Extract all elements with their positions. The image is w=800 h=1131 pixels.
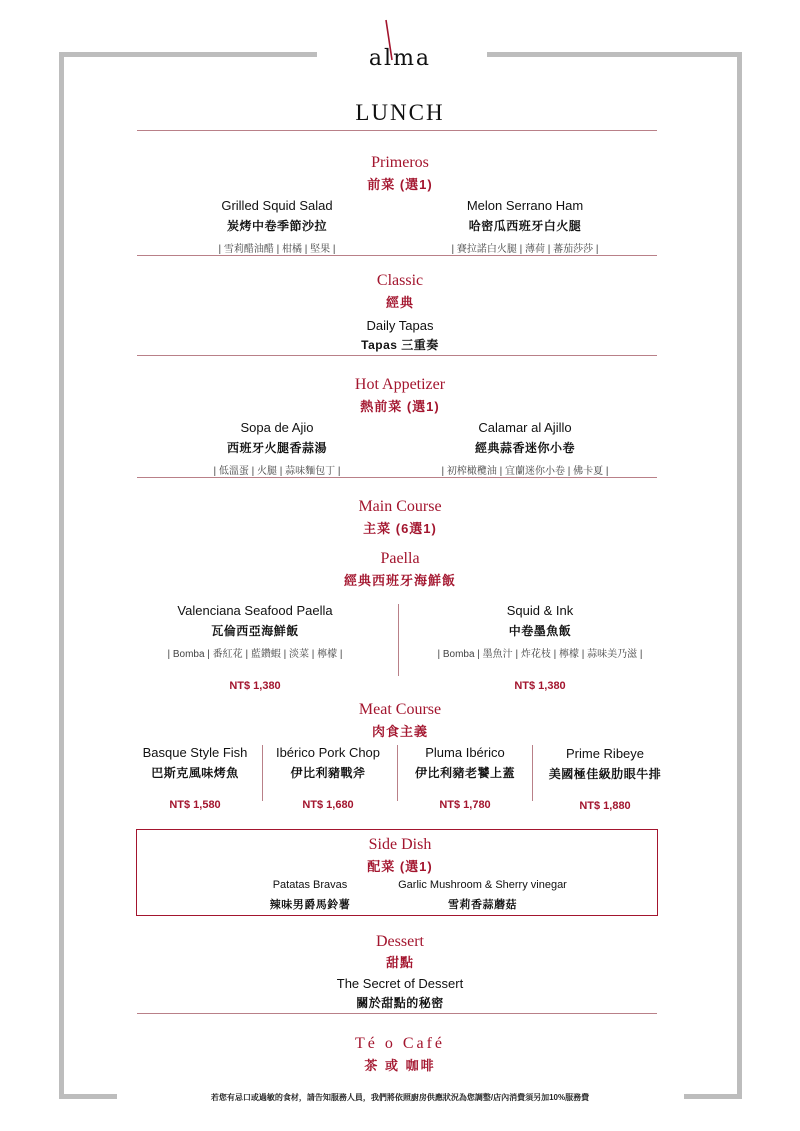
- dish-basque-fish: [130, 745, 260, 811]
- dish-prime-ribeye: [535, 746, 675, 812]
- dish-ingredients: | Bomba | 墨魚汁 | 炸花枝 | 檸檬 | 蒜味美乃滋 |: [437, 649, 643, 660]
- dish-name-zh: 哈密瓜西班牙白火腿: [468, 219, 582, 233]
- title-rule: [137, 130, 657, 131]
- dish-name: Ibérico Pork Chop: [275, 745, 381, 760]
- dish-name: Basque Style Fish: [142, 745, 248, 760]
- hot-heading: Hot Appetizer: [354, 376, 446, 393]
- dish-name: Patatas Bravas: [272, 879, 348, 891]
- paella-heading-zh: 經典西班牙海鮮飯: [343, 573, 456, 588]
- primeros-heading: Primeros: [371, 154, 429, 171]
- dish-name: Pluma Ibérico: [425, 745, 505, 760]
- main-heading-zh: 主菜 (6選1): [363, 521, 437, 536]
- dish-calamar: [415, 420, 635, 477]
- primeros-rule: [137, 255, 657, 256]
- paella-heading: Paella: [380, 550, 420, 567]
- meat-heading: Meat Course: [358, 701, 442, 718]
- dish-name: Garlic Mushroom & Sherry vinegar: [398, 879, 567, 891]
- side-heading-zh: 配菜 (選1): [367, 859, 433, 874]
- dish-name-zh: 雪莉香蒜蘑菇: [448, 899, 517, 911]
- frame-bottom-left: [59, 1094, 117, 1099]
- dish-name-zh: 美國極佳級肋眼牛排: [548, 767, 662, 781]
- meat-heading-zh: 肉食主義: [371, 724, 428, 739]
- meat-divider-2: [397, 745, 398, 801]
- logo-text: alma: [368, 46, 432, 71]
- dish-price: NT$ 1,780: [439, 799, 491, 811]
- dish-sopa-de-ajio: [177, 420, 377, 477]
- dish-name-zh: 中卷墨魚飯: [508, 624, 572, 638]
- frame-top-left: [59, 52, 317, 57]
- dish-name: Squid & Ink: [506, 603, 574, 618]
- coffee-heading: Té o Café: [354, 1035, 446, 1052]
- side-heading: Side Dish: [368, 836, 432, 853]
- dish-ingredients: | 雪莉醋油醋 | 柑橘 | 堅果 |: [218, 244, 336, 255]
- dish-name: Calamar al Ajillo: [478, 420, 572, 435]
- coffee-heading-zh: 茶 或 咖啡: [364, 1058, 436, 1073]
- dish-name: Valenciana Seafood Paella: [177, 603, 333, 618]
- frame-bottom-right: [684, 1094, 742, 1099]
- dish-ingredients: | Bomba | 番紅花 | 藍鑽蝦 | 淡菜 | 檸檬 |: [167, 649, 343, 660]
- dish-garlic-mushroom: [385, 879, 580, 912]
- dish-name-zh: 巴斯克風味烤魚: [151, 766, 239, 780]
- hot-heading-zh: 熱前菜 (選1): [360, 399, 440, 414]
- dessert-heading-zh: 甜點: [385, 955, 414, 970]
- dish-daily-tapas-zh: Tapas 三重奏: [361, 338, 439, 352]
- main-heading: Main Course: [358, 498, 442, 515]
- dish-patatas-bravas: [240, 879, 380, 912]
- dish-name-zh: 瓦倫西亞海鮮飯: [211, 624, 299, 638]
- dish-name: Melon Serrano Ham: [466, 198, 584, 213]
- classic-heading: Classic: [376, 272, 424, 289]
- dish-squid-ink: [425, 603, 655, 692]
- dish-secret-dessert: The Secret of Dessert: [336, 976, 464, 991]
- classic-heading-zh: 經典: [385, 295, 414, 310]
- dish-name-zh: 辣味男爵馬鈴薯: [269, 899, 351, 911]
- dish-melon-ham: [420, 198, 630, 255]
- frame-top-right: [487, 52, 742, 57]
- dish-grilled-squid: [177, 198, 377, 255]
- page-title: LUNCH: [355, 100, 445, 125]
- hot-rule: [137, 477, 657, 478]
- meat-divider-3: [532, 745, 533, 801]
- dish-price: NT$ 1,580: [169, 799, 221, 811]
- dish-ingredients: | 低溫蛋 | 火腿 | 蒜味麵包丁 |: [213, 466, 341, 477]
- dish-price: NT$ 1,380: [514, 680, 566, 692]
- dish-name-zh: 經典蒜香迷你小卷: [474, 441, 575, 455]
- dish-name-zh: 伊比利豬戰斧: [290, 766, 366, 780]
- dish-price: NT$ 1,680: [302, 799, 354, 811]
- dish-name-zh: 西班牙火腿香蒜湯: [226, 441, 327, 455]
- dish-name: Prime Ribeye: [565, 746, 645, 761]
- footer-note: 若您有忌口或過敏的食材，請告知服務人員，我們將依照廚房供應狀況為您調整/店內消費須另加10%服務費: [210, 1093, 590, 1102]
- logo: [340, 14, 460, 74]
- paella-divider: [398, 604, 399, 676]
- classic-rule: [137, 355, 657, 356]
- primeros-heading-zh: 前菜 (選1): [367, 177, 433, 192]
- dish-name-zh: 伊比利豬老饕上蓋: [414, 766, 515, 780]
- meat-divider-1: [262, 745, 263, 801]
- dish-secret-dessert-zh: 關於甜點的秘密: [356, 996, 444, 1010]
- dessert-heading: Dessert: [376, 933, 424, 950]
- dish-valenciana-paella: [145, 603, 365, 692]
- dish-name: Grilled Squid Salad: [221, 198, 333, 213]
- dish-name: Sopa de Ajio: [240, 420, 314, 435]
- dessert-rule: [137, 1013, 657, 1014]
- dish-price: NT$ 1,380: [229, 680, 281, 692]
- dish-pluma-iberico: [400, 745, 530, 811]
- dish-ingredients: | 賽拉諾白火腿 | 薄荷 | 蕃茄莎莎 |: [451, 244, 599, 255]
- dish-daily-tapas: Daily Tapas: [366, 318, 434, 333]
- dish-price: NT$ 1,880: [579, 800, 631, 812]
- dish-iberico-pork-chop: [264, 745, 392, 811]
- dish-ingredients: | 初榨橄欖油 | 宜蘭迷你小卷 | 佛卡夏 |: [441, 466, 609, 477]
- dish-name-zh: 炭烤中卷季節沙拉: [226, 219, 327, 233]
